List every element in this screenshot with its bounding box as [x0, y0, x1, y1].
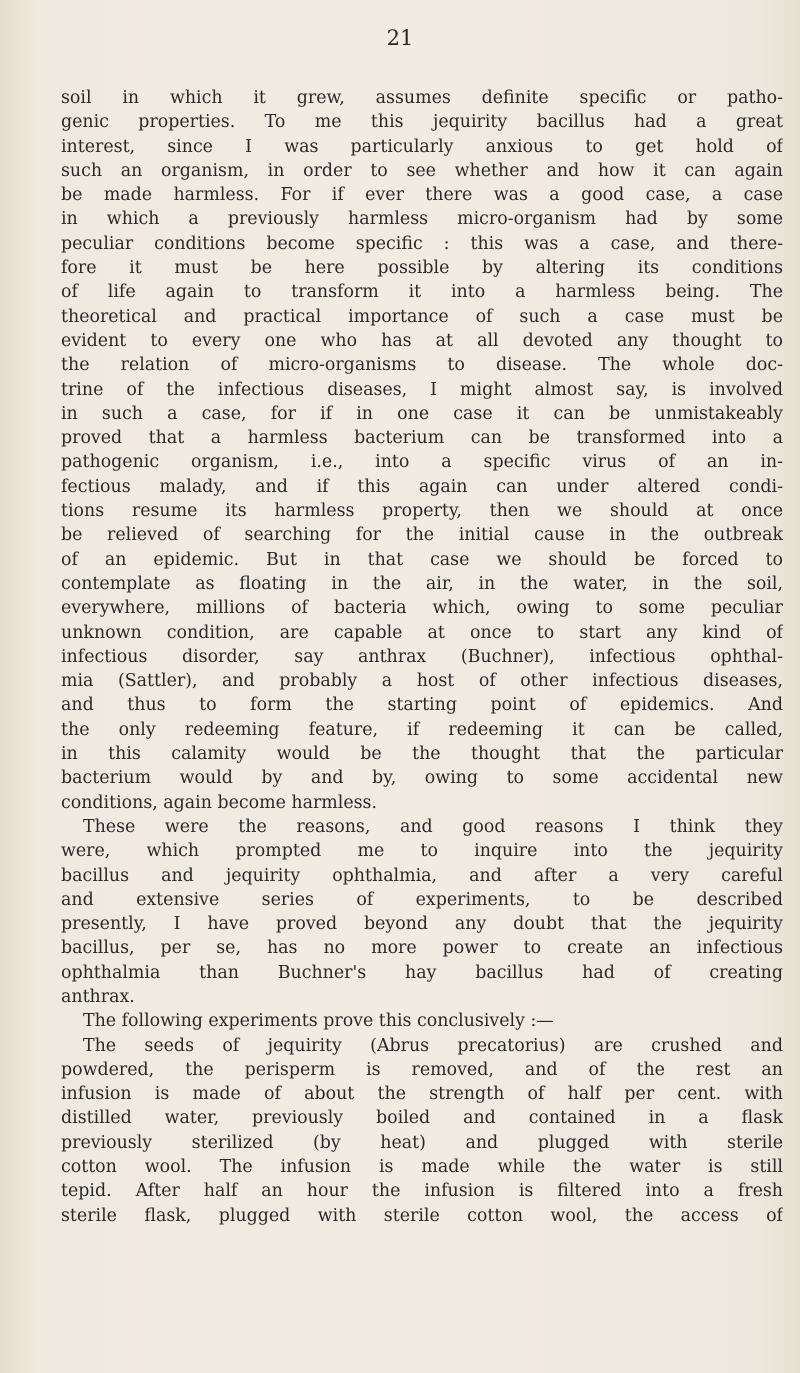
text-line: be relieved of searching for the initial cause in the outbreak	[61, 525, 783, 546]
text-line: proved that a harmless bacterium can be transformed into a	[61, 428, 783, 449]
text-line: ophthalmia than Buchner's hay bacillus had of creating	[61, 962, 783, 983]
text-line: tions resume its harmless property, then we should at once	[61, 501, 783, 522]
text-line: be made harmless. For if ever there was a good case, a case	[61, 185, 783, 206]
text-line: bacillus and jequirity ophthalmia, and after a very careful	[61, 865, 783, 886]
text-line: such an organism, in order to see whether and how it can again	[61, 160, 783, 181]
text-line: presently, I have proved beyond any doubt that the jequirity	[61, 914, 783, 935]
text-line: in such a case, for if in one case it can be unmistakeably	[61, 403, 783, 424]
text-line: bacterium would by and by, owing to some accidental new	[61, 768, 783, 789]
text-line: in which a previously harmless micro-organism had by some	[61, 209, 783, 230]
text-line: the relation of micro-organisms to disease. The whole doc-	[61, 355, 783, 376]
text-line: and thus to form the starting point of epidemics. And	[61, 695, 783, 716]
text-line: genic properties. To me this jequirity bacillus had a great	[61, 112, 783, 133]
text-line: fore it must be here possible by altering its conditions	[61, 258, 783, 279]
text-line: the only redeeming feature, if redeeming it can be called,	[61, 719, 783, 740]
text-line: soil in which it grew, assumes definite specific or patho-	[61, 88, 783, 108]
text-line: interest, since I was particularly anxious to get hold of	[61, 136, 783, 157]
paragraph-end-line: anthrax.	[61, 986, 135, 1007]
text-line: and extensive series of experiments, to be described	[61, 889, 783, 910]
text-line: unknown condition, are capable at once to start any kind of	[61, 622, 783, 643]
text-line: everywhere, millions of bacteria which, owing to some peculiar	[61, 598, 783, 619]
text-line: fectious malady, and if this again can under altered condi-	[61, 476, 783, 497]
paragraph-start-line: The seeds of jequirity (Abrus precatorius) are crushed and	[83, 1035, 783, 1056]
text-line: evident to every one who has at all devoted any thought to	[61, 330, 783, 351]
text-line: distilled water, previously boiled and contained in a flask	[61, 1108, 783, 1129]
text-line: infectious disorder, say anthrax (Buchner), infectious ophthal-	[61, 646, 783, 667]
text-line: peculiar conditions become specific : this was a case, and there-	[61, 233, 783, 254]
text-line: tepid. After half an hour the infusion is filtered into a fresh	[61, 1181, 783, 1202]
text-line: infusion is made of about the strength of half per cent. with	[61, 1084, 783, 1105]
paragraph-start-line: The following experiments prove this conclusively :—	[83, 1011, 554, 1032]
text-line: were, which prompted me to inquire into the jequirity	[61, 841, 783, 862]
text-line: of an epidemic. But in that case we should be forced to	[61, 549, 783, 570]
body-text	[61, 86, 783, 1228]
text-line: sterile flask, plugged with sterile cotton wool, the access of	[61, 1205, 783, 1226]
text-line: previously sterilized (by heat) and plugged with sterile	[61, 1132, 783, 1153]
text-line: mia (Sattler), and probably a host of other infectious diseases,	[61, 671, 783, 692]
text-line: of life again to transform it into a harmless being. The	[61, 282, 783, 303]
text-line: trine of the infectious diseases, I might almost say, is involved	[61, 379, 783, 400]
text-line: in this calamity would be the thought that the particular	[61, 744, 783, 765]
text-line: theoretical and practical importance of such a case must be	[61, 306, 783, 327]
text-line: contemplate as floating in the air, in the water, in the soil,	[61, 573, 783, 594]
text-line: bacillus, per se, has no more power to create an infectious	[61, 938, 783, 959]
paragraph-start-line: These were the reasons, and good reasons I think they	[83, 816, 783, 837]
text-line: pathogenic organism, i.e., into a specific virus of an in-	[61, 452, 783, 473]
text-line: powdered, the perisperm is removed, and of the rest an	[61, 1059, 783, 1080]
paragraph-end-line: conditions, again become harmless.	[61, 792, 378, 813]
page-number: 21	[386, 26, 414, 50]
text-line: cotton wool. The infusion is made while the water is still	[61, 1157, 783, 1178]
